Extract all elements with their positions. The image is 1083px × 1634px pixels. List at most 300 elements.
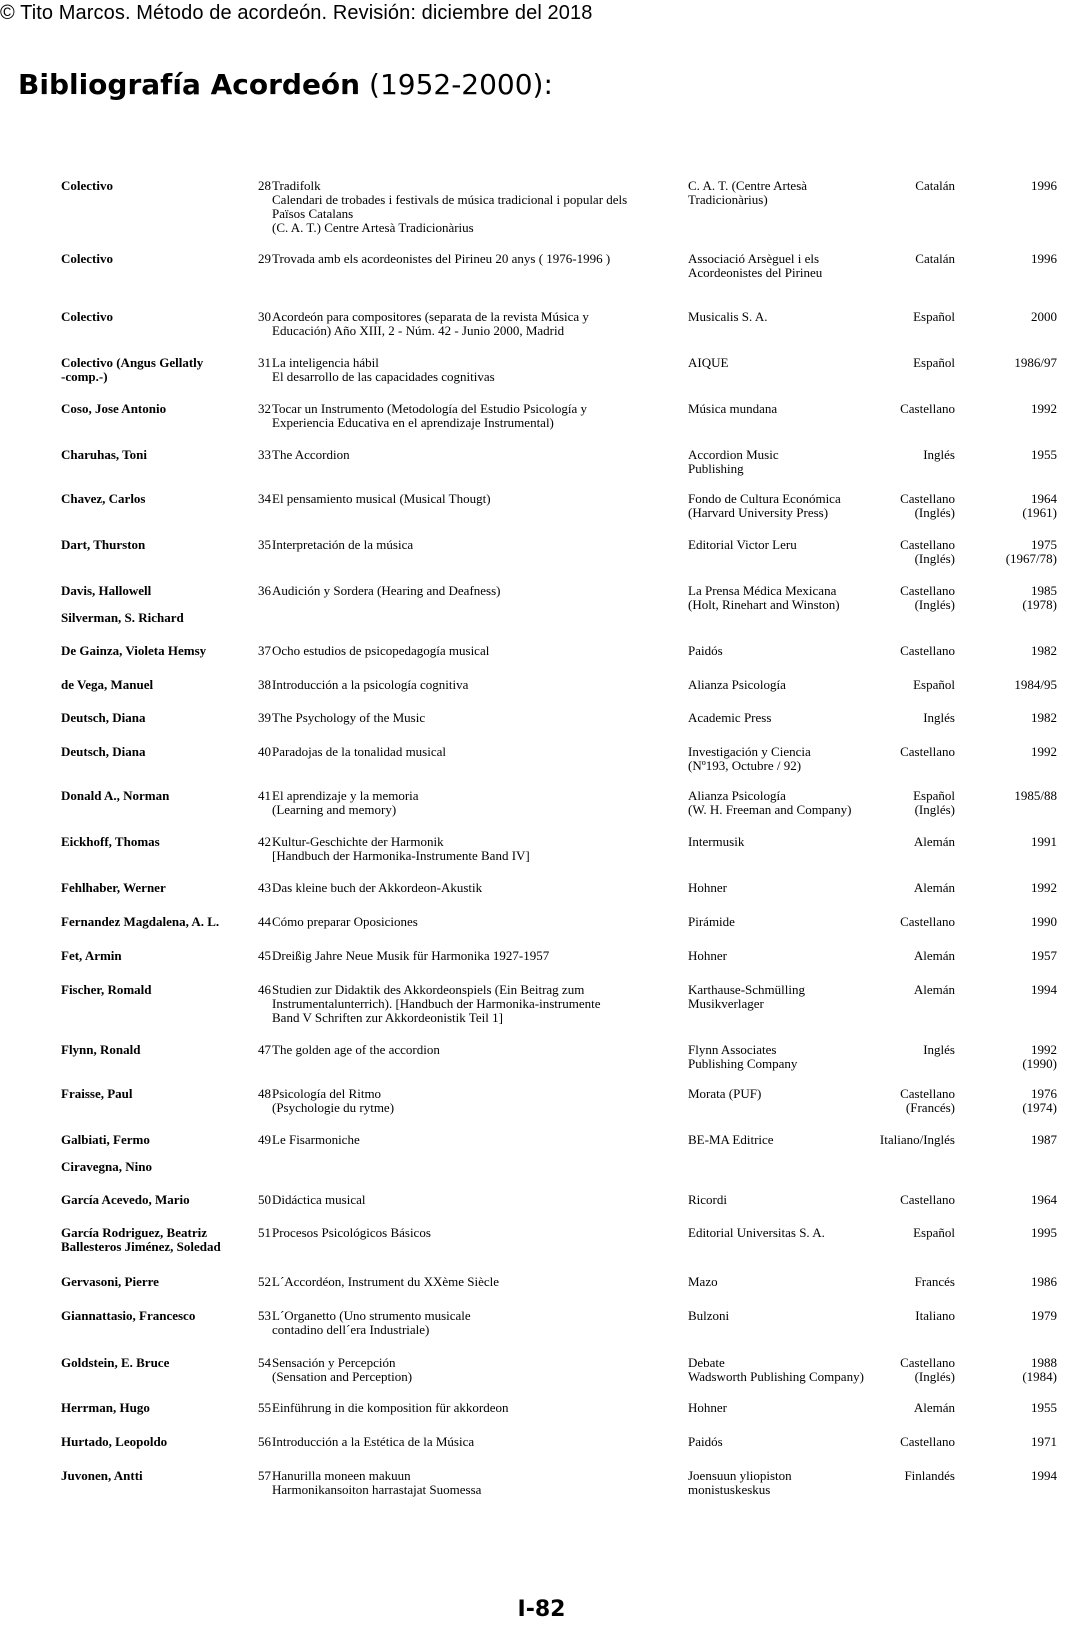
entry-title [272, 179, 672, 235]
entry-author-line: Hurtado, Leopoldo [61, 1434, 168, 1449]
entry-title-line: The Accordion [272, 447, 350, 462]
entry-author [61, 881, 246, 895]
entry-author-line: Coso, Jose Antonio [61, 401, 167, 416]
entry-title [272, 252, 672, 266]
entry-year [967, 678, 1057, 692]
entry-title-line: Das kleine buch der Akkordeon-Akustik [272, 880, 483, 895]
entry-title-line: Harmonikansoiton harrastajat Suomessa [272, 1482, 482, 1497]
entry-year-line: 1996 [1031, 251, 1057, 266]
entry-language-line: Castellano [900, 1086, 955, 1101]
entry-author-line: Deutsch, Diana [61, 744, 146, 759]
entry-title [272, 402, 672, 430]
entry-title [272, 310, 672, 338]
entry-title-line: Països Catalans [272, 206, 354, 221]
entry-title-line: (Sensation and Perception) [272, 1369, 413, 1384]
entry-author-line: Herrman, Hugo [61, 1400, 150, 1415]
entry-number: 31 [258, 355, 271, 370]
entry-language [815, 915, 955, 929]
entry-year-line: 1984/95 [1014, 677, 1057, 692]
entry-language-line: Castellano [900, 537, 955, 552]
entry-year [967, 310, 1057, 324]
entry-year [967, 881, 1057, 895]
entry-language [815, 1193, 955, 1207]
entry-title-line: El pensamiento musical (Musical Thougt) [272, 491, 491, 506]
entry-author [61, 179, 246, 193]
entry-title-line: Kultur-Geschichte der Harmonik [272, 834, 444, 849]
entry-year [967, 179, 1057, 193]
entry-title [272, 949, 672, 963]
entry-language-line: Finlandés [904, 1468, 955, 1483]
entry-title-line: Studien zur Didaktik des Akkordeonspiels (Ein Beitrag zum [272, 982, 585, 997]
entry-year-line: 1979 [1031, 1308, 1057, 1323]
entry-year-line: 1992 [1031, 1042, 1057, 1057]
entry-language-line: (Francés) [905, 1100, 955, 1115]
entry-author-line: de Vega, Manuel [61, 677, 154, 692]
entry-number: 41 [258, 788, 271, 803]
entry-title [272, 1401, 672, 1415]
entry-publisher-line: Mazo [688, 1274, 718, 1289]
entry-year-line: 1990 [1031, 914, 1057, 929]
entry-publisher-line: Alianza Psicología [688, 677, 786, 692]
entry-author [61, 356, 246, 384]
entry-language [815, 1226, 955, 1240]
entry-year [967, 1133, 1057, 1147]
entry-number: 33 [258, 447, 271, 462]
entry-publisher-line: Acordeonistes del Pirineu [688, 265, 823, 280]
entry-year-line: 1975 [1031, 537, 1057, 552]
entry-title [272, 1356, 672, 1384]
entry-publisher-line: Hohner [688, 880, 727, 895]
entry-publisher-line: monistuskeskus [688, 1482, 771, 1497]
entry-year-line: (1990) [1022, 1056, 1057, 1071]
entry-author-line: -comp.-) [61, 369, 108, 384]
title-main: Bibliografía Acordeón [18, 68, 361, 101]
entry-title-line: Tradifolk [272, 178, 321, 193]
entry-author [61, 252, 246, 266]
entry-language [815, 949, 955, 963]
entry-author [61, 711, 246, 725]
entry-year [967, 252, 1057, 266]
entry-number: 54 [258, 1355, 271, 1370]
entry-language [815, 448, 955, 462]
entry-title [272, 1309, 672, 1337]
entry-author-line: Flynn, Ronald [61, 1042, 141, 1057]
entry-language-line: Catalán [915, 251, 955, 266]
entry-year-line: 1971 [1031, 1434, 1057, 1449]
entry-year [967, 915, 1057, 929]
entry-publisher-line: La Prensa Médica Mexicana [688, 583, 837, 598]
entry-author [61, 949, 246, 963]
entry-number: 53 [258, 1308, 271, 1323]
entry-title-line: Tocar un Instrumento (Metodología del Estudio Psicología y [272, 401, 588, 416]
entry-language-line: Alemán [913, 948, 955, 963]
entry-author-line: Silverman, S. Richard [61, 610, 184, 625]
entry-language [815, 492, 955, 520]
entry-author-line: Donald A., Norman [61, 788, 170, 803]
entry-author [61, 1401, 246, 1415]
entry-author [61, 584, 246, 625]
entry-year [967, 1043, 1057, 1071]
entry-publisher-line: BE-MA Editrice [688, 1132, 774, 1147]
entry-year-line: 1994 [1031, 1468, 1057, 1483]
entry-title [272, 1043, 672, 1057]
entry-publisher-line: Fondo de Cultura Económica [688, 491, 841, 506]
entry-author-line: Fehlhaber, Werner [61, 880, 166, 895]
entry-author-line: Galbiati, Fermo [61, 1132, 150, 1147]
entry-language [815, 1043, 955, 1057]
entry-title-line: Procesos Psicológicos Básicos [272, 1225, 431, 1240]
entry-year [967, 745, 1057, 759]
entry-language-line: Español [913, 309, 955, 324]
entry-author [61, 1043, 246, 1057]
entry-title [272, 745, 672, 759]
entry-language [815, 1435, 955, 1449]
entry-publisher-line: (Harvard University Press) [688, 505, 829, 520]
entry-language [815, 538, 955, 566]
entry-language [815, 644, 955, 658]
entry-title-line: L´Accordéon, Instrument du XXème Siècle [272, 1274, 500, 1289]
entry-title [272, 711, 672, 725]
entry-author-line: Dart, Thurston [61, 537, 146, 552]
entry-title-line: L´Organetto (Uno strumento musicale [272, 1308, 471, 1323]
entry-number: 34 [258, 491, 271, 506]
entry-title-line: Band V Schriften zur Akkordeonistik Teil 1] [272, 1010, 503, 1025]
entry-author [61, 835, 246, 849]
entry-publisher-line: Hohner [688, 948, 727, 963]
entry-language-line: (Inglés) [914, 551, 955, 566]
entry-year [967, 789, 1057, 803]
entry-number: 43 [258, 880, 271, 895]
entry-year [967, 1275, 1057, 1289]
entry-title-line: The Psychology of the Music [272, 710, 426, 725]
entry-publisher-line: Musicalis S. A. [688, 309, 768, 324]
entry-title-line: Instrumentalunterrich). [Handbuch der Harmonika-instrumente [272, 996, 601, 1011]
entry-title [272, 789, 672, 817]
entry-author-line: Deutsch, Diana [61, 710, 146, 725]
entry-year-line: 1985/88 [1014, 788, 1057, 803]
entry-title-line: La inteligencia hábil [272, 355, 379, 370]
entry-publisher-line: Academic Press [688, 710, 772, 725]
entry-author [61, 983, 246, 997]
entry-title-line: (Psychologie du rytme) [272, 1100, 395, 1115]
entry-author-line: Gervasoni, Pierre [61, 1274, 159, 1289]
entry-publisher-line: Intermusik [688, 834, 745, 849]
entry-title [272, 644, 672, 658]
entry-title [272, 983, 672, 1025]
entry-year-line: (1978) [1022, 597, 1057, 612]
entry-number: 47 [258, 1042, 271, 1057]
entry-author-line: Juvonen, Antti [61, 1468, 143, 1483]
entry-language-line: Castellano [900, 744, 955, 759]
entry-number: 28 [258, 178, 271, 193]
entry-number: 56 [258, 1434, 271, 1449]
entry-publisher-line: Tradicionàrius) [688, 192, 768, 207]
entry-number: 32 [258, 401, 271, 416]
entry-language [815, 1275, 955, 1289]
entry-language-line: Alemán [913, 834, 955, 849]
entry-number: 55 [258, 1400, 271, 1415]
entry-title-line: The golden age of the accordion [272, 1042, 440, 1057]
entry-title-line: El aprendizaje y la memoria [272, 788, 419, 803]
entry-author-line: Charuhas, Toni [61, 447, 147, 462]
entry-title [272, 584, 672, 598]
entry-number: 30 [258, 309, 271, 324]
entry-title [272, 1469, 672, 1497]
entry-year [967, 835, 1057, 849]
entry-author-line: Giannattasio, Francesco [61, 1308, 196, 1323]
entry-title-line: Sensación y Percepción [272, 1355, 396, 1370]
entry-author-line: De Gainza, Violeta Hemsy [61, 643, 207, 658]
entry-year [967, 949, 1057, 963]
entry-year-line: 1976 [1031, 1086, 1057, 1101]
entry-language-line: Inglés [923, 447, 955, 462]
entry-publisher-line: Paidós [688, 643, 723, 658]
entry-title [272, 538, 672, 552]
entry-language [815, 310, 955, 324]
entry-language-line: Castellano [900, 401, 955, 416]
entry-year [967, 1356, 1057, 1384]
entry-title-line: Didáctica musical [272, 1192, 366, 1207]
entry-year [967, 402, 1057, 416]
entry-number: 45 [258, 948, 271, 963]
entry-year-line: 1964 [1031, 1192, 1057, 1207]
entry-year [967, 1193, 1057, 1207]
entry-author [61, 915, 246, 929]
page-header: © Tito Marcos. Método de acordeón. Revisión: diciembre del 2018 [0, 2, 593, 24]
entry-year-line: 1991 [1031, 834, 1057, 849]
entry-publisher-line: C. A. T. (Centre Artesà [688, 178, 808, 193]
entry-year-line: 1955 [1031, 447, 1057, 462]
entry-language [815, 678, 955, 692]
entry-language [815, 835, 955, 849]
entry-year-line: 1985 [1031, 583, 1057, 598]
entry-author [61, 1309, 246, 1323]
entry-title-line: Interpretación de la música [272, 537, 414, 552]
entry-language-line: Castellano [900, 643, 955, 658]
entry-year-line: 1992 [1031, 880, 1057, 895]
entry-author-line: Fischer, Romald [61, 982, 152, 997]
entry-number: 40 [258, 744, 271, 759]
entry-year-line: (1961) [1022, 505, 1057, 520]
entry-publisher-line: (Holt, Rinehart and Winston) [688, 597, 840, 612]
entry-publisher-line: Debate [688, 1355, 725, 1370]
entry-title [272, 835, 672, 863]
entry-author-line: Davis, Hallowell [61, 583, 152, 598]
title-years: (1952-2000): [369, 68, 553, 101]
entry-language [815, 1469, 955, 1483]
entry-language [815, 1309, 955, 1323]
entry-year-line: (1967/78) [1005, 551, 1057, 566]
entry-title-line: contadino dell´era Industriale) [272, 1322, 430, 1337]
entry-language-line: (Inglés) [914, 597, 955, 612]
entry-title-line: Le Fisarmoniche [272, 1132, 360, 1147]
entry-number: 48 [258, 1086, 271, 1101]
entry-author [61, 678, 246, 692]
entry-author-line: Goldstein, E. Bruce [61, 1355, 170, 1370]
entry-title [272, 678, 672, 692]
entry-language-line: Italiano [915, 1308, 955, 1323]
entry-publisher-line: (W. H. Freeman and Company) [688, 802, 852, 817]
entry-language [815, 1133, 955, 1147]
entry-language-line: Castellano [900, 1434, 955, 1449]
entry-title-line: (Learning and memory) [272, 802, 397, 817]
entry-title-line: (C. A. T.) Centre Artesà Tradicionàrius [272, 220, 474, 235]
entry-author [61, 1435, 246, 1449]
entry-number: 51 [258, 1225, 271, 1240]
entry-year [967, 1309, 1057, 1323]
entry-language-line: Alemán [913, 1400, 955, 1415]
entry-title [272, 915, 672, 929]
entry-publisher-line: Associació Arsèguel i els [688, 251, 820, 266]
entry-author [61, 1226, 246, 1254]
entry-number: 39 [258, 710, 271, 725]
entry-author [61, 1275, 246, 1289]
entry-year [967, 1401, 1057, 1415]
entry-publisher-line: (Nº193, Octubre / 92) [688, 758, 802, 773]
entry-year-line: 1986/97 [1014, 355, 1057, 370]
entry-year-line: 1992 [1031, 401, 1057, 416]
entry-author-line: Colectivo [61, 178, 113, 193]
entry-language-line: Alemán [913, 982, 955, 997]
entry-publisher-line: Joensuun yliopiston [688, 1468, 792, 1483]
entry-number: 52 [258, 1274, 271, 1289]
entry-number: 50 [258, 1192, 271, 1207]
entry-year [967, 448, 1057, 462]
entry-publisher-line: Ricordi [688, 1192, 727, 1207]
entry-language [815, 1401, 955, 1415]
entry-year [967, 1226, 1057, 1240]
entry-title [272, 1087, 672, 1115]
entry-language [815, 789, 955, 817]
entry-title-line: Acordeón para compositores (separata de la revista Música y [272, 309, 589, 324]
entry-year [967, 1469, 1057, 1483]
entry-number: 35 [258, 537, 271, 552]
entry-language-line: Español [913, 788, 955, 803]
entry-title-line: Psicología del Ritmo [272, 1086, 382, 1101]
entry-number: 37 [258, 643, 271, 658]
entry-author-line: Fet, Armin [61, 948, 122, 963]
entry-language-line: Castellano [900, 914, 955, 929]
entry-language-line: (Inglés) [914, 1369, 955, 1384]
entry-publisher-line: Accordion Music [688, 447, 779, 462]
entry-language [815, 983, 955, 997]
entry-author [61, 1356, 246, 1370]
entry-author [61, 789, 246, 803]
entry-language [815, 745, 955, 759]
entry-author-line: Colectivo [61, 251, 113, 266]
entry-title [272, 881, 672, 895]
entry-author-line: Fraisse, Paul [61, 1086, 133, 1101]
entry-year [967, 644, 1057, 658]
entry-title [272, 1275, 672, 1289]
entry-number: 49 [258, 1132, 271, 1147]
entry-year-line: 1996 [1031, 178, 1057, 193]
entry-language-line: Español [913, 677, 955, 692]
entry-title [272, 492, 672, 506]
page-number: I-82 [517, 1597, 566, 1622]
entry-language-line: Castellano [900, 491, 955, 506]
entry-author [61, 1469, 246, 1483]
entry-author [61, 644, 246, 658]
entry-title-line: Audición y Sordera (Hearing and Deafness) [272, 583, 501, 598]
entry-author [61, 310, 246, 324]
entry-publisher-line: Paidós [688, 1434, 723, 1449]
entry-number: 38 [258, 677, 271, 692]
entry-language-line: Español [913, 355, 955, 370]
entry-author [61, 402, 246, 416]
entry-number: 29 [258, 251, 271, 266]
entry-year-line: 2000 [1031, 309, 1057, 324]
entry-title [272, 1226, 672, 1240]
entry-language [815, 711, 955, 725]
entry-publisher-line: Flynn Associates [688, 1042, 777, 1057]
entry-language [815, 179, 955, 193]
entry-number: 46 [258, 982, 271, 997]
entry-author-line: Ciravegna, Nino [61, 1159, 152, 1174]
entry-year-line: 1964 [1031, 491, 1057, 506]
entry-year-line: 1992 [1031, 744, 1057, 759]
entry-title-line: [Handbuch der Harmonika-Instrumente Band IV] [272, 848, 530, 863]
entry-language [815, 881, 955, 895]
entry-language [815, 584, 955, 612]
entry-author-line: Fernandez Magdalena, A. L. [61, 914, 220, 929]
entry-title-line: Cómo preparar Oposiciones [272, 914, 418, 929]
entry-title-line: Introducción a la Estética de la Música [272, 1434, 475, 1449]
entry-year-line: (1974) [1022, 1100, 1057, 1115]
entry-year-line: 1986 [1031, 1274, 1057, 1289]
entry-year-line: 1955 [1031, 1400, 1057, 1415]
entry-year [967, 356, 1057, 370]
entry-language-line: (Inglés) [914, 505, 955, 520]
entry-title-line: Paradojas de la tonalidad musical [272, 744, 447, 759]
entry-publisher-line: AIQUE [688, 355, 729, 370]
entry-number: 36 [258, 583, 271, 598]
entry-year [967, 1435, 1057, 1449]
entry-language-line: Italiano/Inglés [879, 1132, 955, 1147]
entry-author-line: García Rodriguez, Beatriz [61, 1225, 207, 1240]
entry-year [967, 1087, 1057, 1115]
entry-publisher-line: Investigación y Ciencia [688, 744, 811, 759]
entry-language [815, 1087, 955, 1115]
entry-publisher-line: Publishing [688, 461, 744, 476]
entry-author-line: Eickhoff, Thomas [61, 834, 160, 849]
entry-publisher-line: Hohner [688, 1400, 727, 1415]
entry-language-line: Castellano [900, 1192, 955, 1207]
entry-publisher-line: Música mundana [688, 401, 778, 416]
entry-publisher-line: Bulzoni [688, 1308, 730, 1323]
entry-language-line: Castellano [900, 1355, 955, 1370]
entry-language [815, 402, 955, 416]
entry-title-line: Einführung in die komposition für akkordeon [272, 1400, 509, 1415]
entry-number: 57 [258, 1468, 271, 1483]
entry-publisher-line: Publishing Company [688, 1056, 798, 1071]
entry-year [967, 711, 1057, 725]
entry-language-line: (Inglés) [914, 802, 955, 817]
entry-language-line: Alemán [913, 880, 955, 895]
entry-publisher-line: Karthause-Schmülling [688, 982, 805, 997]
entry-title [272, 1435, 672, 1449]
entry-year-line: (1984) [1022, 1369, 1057, 1384]
entry-author [61, 448, 246, 462]
entry-author [61, 745, 246, 759]
entry-number: 42 [258, 834, 271, 849]
entry-year-line: 1988 [1031, 1355, 1057, 1370]
entry-author-line: Ballesteros Jiménez, Soledad [61, 1239, 221, 1254]
entry-year-line: 1957 [1031, 948, 1057, 963]
entry-language-line: Español [913, 1225, 955, 1240]
entry-title [272, 356, 672, 384]
entry-year-line: 1987 [1031, 1132, 1057, 1147]
